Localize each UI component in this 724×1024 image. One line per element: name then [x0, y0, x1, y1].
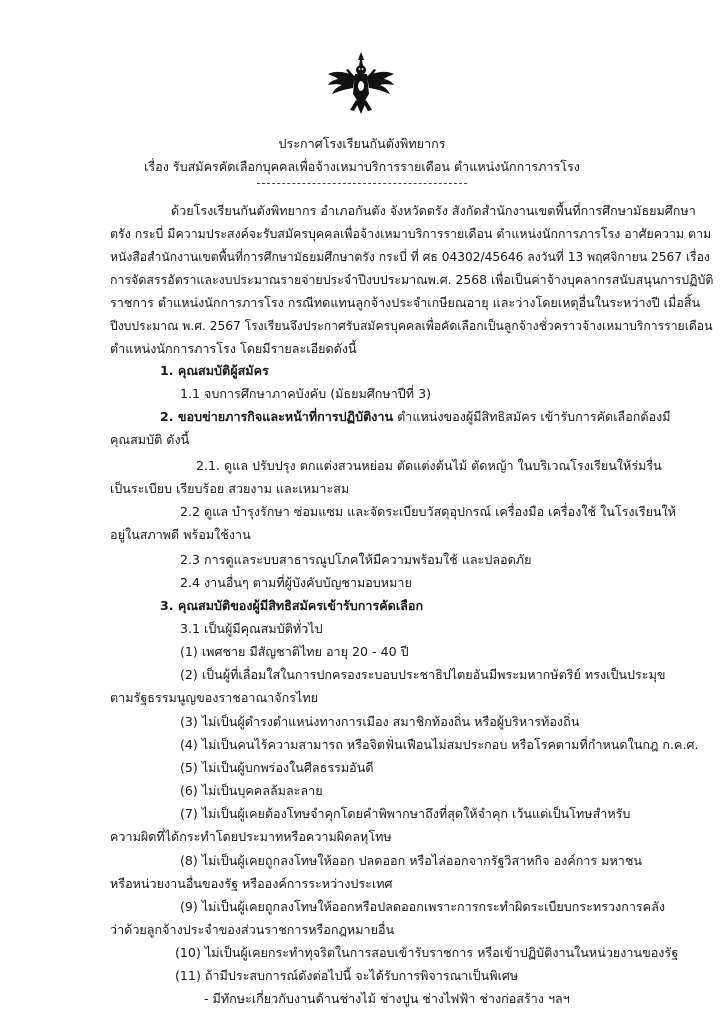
intro-line-6: ปีงบประมาณ พ.ศ. 2567 โรงเรียนจึงประกาศรับสมัครบุคคลเพื่อคัดเลือกเป็นลูกจ้างชั่วคราวจ้างเหมาบริการรายเดือน: [110, 319, 713, 333]
qualification-3: (3) ไม่เป็นผู้ดำรงตำแหน่งทางการเมือง สมาชิกท้องถิ่น หรือผู้บริหารท้องถิ่น: [180, 714, 580, 729]
qualification-8-line-1: (8) ไม่เป็นผู้เคยถูกลงโทษให้ออก ปลดออก หรือไล่ออกจากรัฐวิสาหกิจ องค์การ มหาชน: [180, 853, 643, 868]
item-2-4: 2.4 งานอื่นๆ ตามที่ผู้บังคับบัญชามอบหมาย: [180, 575, 412, 590]
announcement-title: ประกาศโรงเรียนกันตังพิทยากร: [278, 136, 446, 151]
item-1-1: 1.1 จบการศึกษาภาคบังคับ (มัธยมศึกษาปีที่ 3): [180, 386, 432, 401]
intro-line-5: ราชการ ตำแหน่งนักการภารโรง กรณีทดแทนลูกจ้างประจำเกษียณอายุ และว่างโดยเหตุอื่นในระหว่างปี เมื่อสิ้น: [110, 295, 701, 310]
qualification-11-sub: - มีทักษะเกี่ยวกับงานด้านช่างไม้ ช่างปูน ช่างไฟฟ้า ช่างก่อสร้าง ฯลฯ: [204, 991, 570, 1006]
section-3-heading: 3. คุณสมบัติของผู้มีสิทธิสมัครเข้ารับการคัดเลือก: [160, 598, 424, 613]
qualification-4: (4) ไม่เป็นคนไร้ความสามารถ หรือจิตฟั่นเฟือนไม่สมประกอบ หรือโรคตามที่กำหนดในกฎ ก.ค.ศ.: [180, 737, 699, 752]
announcement-subject: เรื่อง รับสมัครคัดเลือกบุคคลเพื่อจ้างเหมาบริการรายเดือน ตำแหน่งนักการภารโรง: [144, 159, 580, 174]
qualification-11: (11) ถ้ามีประสบการณ์ดังต่อไปนี้ จะได้รับการพิจารณาเป็นพิเศษ: [175, 968, 519, 983]
qualification-9-line-2: ว่าด้วยลูกจ้างประจำของส่วนราชการหรือกฎหมายอื่น: [110, 922, 395, 937]
intro-line-4: การจัดสรรอัตราและงบประมาณรายจ่ายประจำปีงบประมาณพ.ศ. 2568 เพื่อเป็นค่าจ้างบุคลากรสนับสนุนการปฏิบัติ: [110, 272, 714, 287]
item-2-2-line-2: อยู่ในสภาพดี พร้อมใช้งาน: [110, 527, 251, 542]
qualification-2-line-2: ตามรัฐธรรมนูญของราชอาณาจักรไทย: [110, 690, 318, 705]
qualification-10: (10) ไม่เป็นผู้เคยกระทำทุจริตในการสอบเข้ารับราชการ หรือเข้าปฏิบัติงานในหน่วยงานของรัฐ: [175, 945, 679, 960]
item-2-2-line-1: 2.2 ดูแล บำรุงรักษา ซ่อมแซม และจัดระเบียบวัสดุอุปกรณ์ เครื่องมือ เครื่องใช้ ในโรงเรียนให้: [180, 504, 677, 519]
qualification-7-line-1: (7) ไม่เป็นผู้เคยต้องโทษจำคุกโดยคำพิพากษาถึงที่สุดให้จำคุก เว้นแต่เป็นโทษสำหรับ: [180, 806, 631, 821]
intro-line-2: ตรัง กระบี่ มีความประสงค์จะรับสมัครบุคคลเพื่อจ้างเหมาบริการรายเดือน ตำแหน่งนักการภารโรง อาศัยความ ตาม: [110, 226, 712, 241]
section-1-heading: 1. คุณสมบัติผู้สมัคร: [160, 363, 269, 378]
qualification-2-line-1: (2) เป็นผู้ที่เลื่อมใสในการปกครองระบอบประชาธิปไตยอันมีพระมหากษัตริย์ ทรงเป็นประมุข: [180, 667, 666, 682]
qualification-1: (1) เพศชาย มีสัญชาติไทย อายุ 20 - 40 ปี: [180, 644, 409, 659]
item-2-1-line-1: 2.1. ดูแล ปรับปรุง ตกแต่งสวนหย่อม ตัดแต่งต้นไม้ ตัดหญ้า ในบริเวณโรงเรียนให้ร่มรื่น: [196, 458, 662, 473]
section-2-heading-line: [160, 406, 671, 428]
section-2-heading: 2. ขอบข่ายภารกิจและหน้าที่การปฏิบัติงาน: [160, 409, 394, 424]
section-2-heading-line-2: คุณสมบัติ ดังนี้: [110, 432, 190, 447]
section-2-heading-rest: ตำแหน่งของผู้มีสิทธิสมัคร เข้ารับการคัดเลือกต้องมี: [393, 409, 671, 424]
item-2-1-line-2: เป็นระเบียบ เรียบร้อย สวยงาม และเหมาะสม: [110, 481, 350, 496]
header-separator: [257, 183, 467, 184]
intro-line-1: ด้วยโรงเรียนกันตังพิทยากร อำเภอกันตัง จังหวัดตรัง สังกัดสำนักงานเขตพื้นที่การศึกษามัธยมศึกษา: [171, 203, 696, 218]
qualification-7-line-2: ความผิดที่ได้กระทำโดยประมาทหรือความผิดลหุโทษ: [110, 829, 392, 844]
qualification-8-line-2: หรือหน่วยงานอื่นของรัฐ หรือองค์การระหว่างประเทศ: [110, 876, 393, 891]
item-3-1: 3.1 เป็นผู้มีคุณสมบัติทั่วไป: [180, 621, 323, 636]
item-2-3: 2.3 การดูแลระบบสาธารณูปโภคให้มีความพร้อมใช้ และปลอดภัย: [180, 552, 532, 567]
qualification-9-line-1: (9) ไม่เป็นผู้เคยถูกลงโทษให้ออกหรือปลดออกเพราะการกระทำผิดระเบียบกระทรวงการคลัง: [180, 899, 665, 914]
qualification-5: (5) ไม่เป็นผู้บกพร่องในศีลธรรมอันดี: [180, 760, 374, 775]
intro-line-3: หนังสือสำนักงานเขตพื้นที่การศึกษามัธยมศึกษาตรัง กระบี่ ที่ ศธ 04302/45646 ลงวันที่ 13 พฤศจิกายน 2567 เรื่อง: [110, 250, 710, 264]
qualification-6: (6) ไม่เป็นบุคคลล้มละลาย: [180, 783, 323, 798]
garuda-emblem: [326, 50, 396, 116]
intro-line-7: ตำแหน่งนักการภารโรง โดยมีรายละเอียดดังนี้: [110, 341, 357, 356]
